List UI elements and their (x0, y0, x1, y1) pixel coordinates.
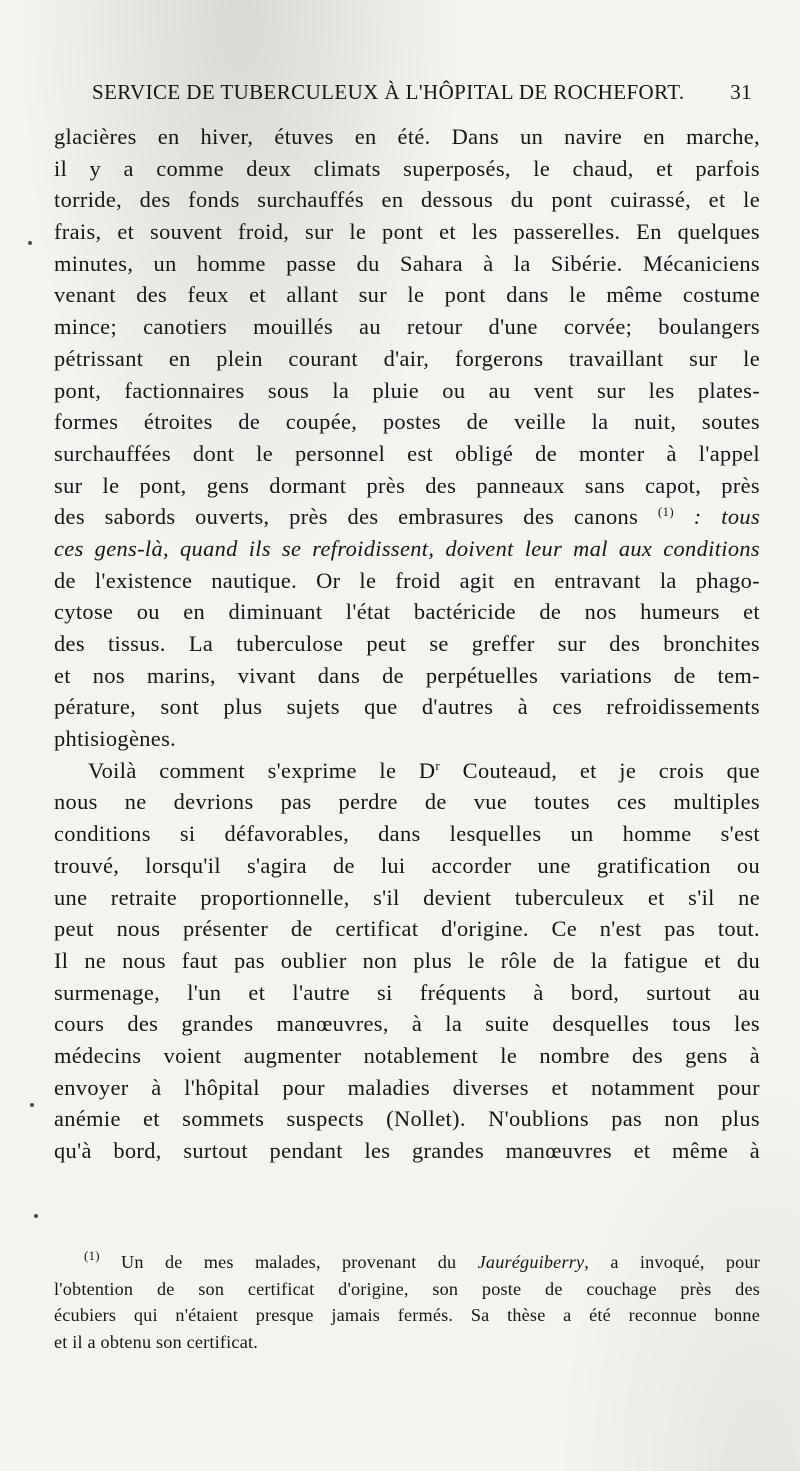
text-line (54, 755, 760, 787)
text-line: sur le pont, gens dormant près des panneaux sans capot, près (54, 472, 760, 498)
text-line: cours des grandes manœuvres, à la suite desquelles tous les (54, 1011, 760, 1037)
footnote-line: écubiers qui n'étaient presque jamais fermés. Sa thèse a été reconnue bonne (54, 1305, 760, 1326)
text-line: torride, des fonds surchauffés en dessous du pont cuirassé, et le (54, 187, 760, 213)
text-line: formes étroites de coupée, postes de veille la nuit, soutes (54, 409, 760, 435)
text-line: ces gens-là, quand ils se refroidissent, doivent leur mal aux conditions (54, 535, 760, 561)
text-line: trouvé, lorsqu'il s'agira de lui accorder une gratification ou (54, 852, 760, 878)
text-line: Il ne nous faut pas oublier non plus le rôle de la fatigue et du (54, 947, 760, 973)
text-line: pont, factionnaires sous la pluie ou au vent sur les plates- (54, 377, 760, 403)
text-line: surchauffées dont le personnel est obligé de monter à l'appel (54, 440, 760, 466)
text-segment: Couteaud, et je crois que (462, 757, 760, 783)
text-line: conditions si défavorables, dans lesquelles un homme s'est (54, 821, 760, 847)
scan-speck (30, 1103, 34, 1107)
text-line: médecins voient augmenter notablement le nombre des gens à (54, 1042, 760, 1068)
text-segment: : tous (693, 504, 761, 530)
text-segment: , a invoqué, pour (584, 1252, 761, 1272)
text-line: surmenage, l'un et l'autre si fréquents à bord, surtout au (54, 979, 760, 1005)
text-line: une retraite proportionnelle, s'il devient tuberculeux et s'il ne (54, 884, 760, 910)
text-line: anémie et sommets suspects (Nollet). N'oublions pas non plus (54, 1106, 760, 1132)
ship-name: Jauréguiberry (477, 1252, 585, 1272)
footnote-line (54, 1249, 760, 1276)
text-line: qu'à bord, surtout pendant les grandes manœuvres et même à (54, 1138, 760, 1163)
text-line: phtisiogènes. (54, 726, 177, 752)
text-line: et nos marins, vivant dans de perpétuelles variations de tem- (54, 662, 760, 688)
text-line: des tissus. La tuberculose peut se greffer sur des bronchites (54, 631, 760, 656)
text-line: mince; canotiers mouillés au retour d'une corvée; boulangers (54, 314, 760, 340)
scan-speck (28, 241, 32, 245)
text-line: nous ne devrions pas perdre de vue toutes ces multiples (54, 789, 760, 815)
text-segment: Voilà comment s'exprime le D (88, 757, 436, 783)
text-line: venant des feux et allant sur le pont dans le même costume (54, 282, 760, 308)
text-line: pétrissant en plein courant d'air, forgerons travaillant sur le (54, 345, 760, 371)
text-line: pérature, sont plus sujets que d'autres à ces refroidissements (54, 694, 760, 720)
scan-speck (34, 1214, 38, 1218)
text-line (54, 501, 760, 533)
running-header (92, 80, 752, 105)
body-text (54, 121, 760, 1167)
text-line: peut nous présenter de certificat d'origine. Ce n'est pas tout. (54, 916, 760, 942)
footnote (54, 1249, 760, 1355)
text-line: frais, et souvent froid, sur le pont et les passerelles. En quelques (54, 219, 760, 245)
footnote-reference[interactable]: (1) (657, 504, 675, 520)
text-line: de l'existence nautique. Or le froid agit en entravant la phago- (54, 567, 760, 593)
footnote-marker: (1) (84, 1248, 100, 1263)
text-line: il y a comme deux climats superposés, le chaud, et parfois (54, 155, 760, 181)
text-segment: des sabords ouverts, près des embrasures des canons (54, 504, 639, 530)
text-segment: Un de mes malades, provenant du (121, 1252, 457, 1272)
text-line: envoyer à l'hôpital pour maladies diverses et notamment pour (54, 1074, 760, 1100)
text-line: glacières en hiver, étuves en été. Dans un navire en marche, (54, 124, 760, 149)
page-number: 31 (730, 80, 752, 104)
text-line: minutes, un homme passe du Sahara à la Sibérie. Mécaniciens (54, 250, 760, 276)
footnote-line: l'obtention de son certificat d'origine, son poste de couchage près des (54, 1278, 760, 1299)
text-line: cytose ou en diminuant l'état bactéricide de nos humeurs et (54, 599, 760, 625)
running-title: SERVICE DE TUBERCULEUX À L'HÔPITAL DE ROCHEFORT. (92, 80, 685, 104)
footnote-line: et il a obtenu son certificat. (54, 1331, 258, 1352)
superscript: r (435, 757, 441, 773)
